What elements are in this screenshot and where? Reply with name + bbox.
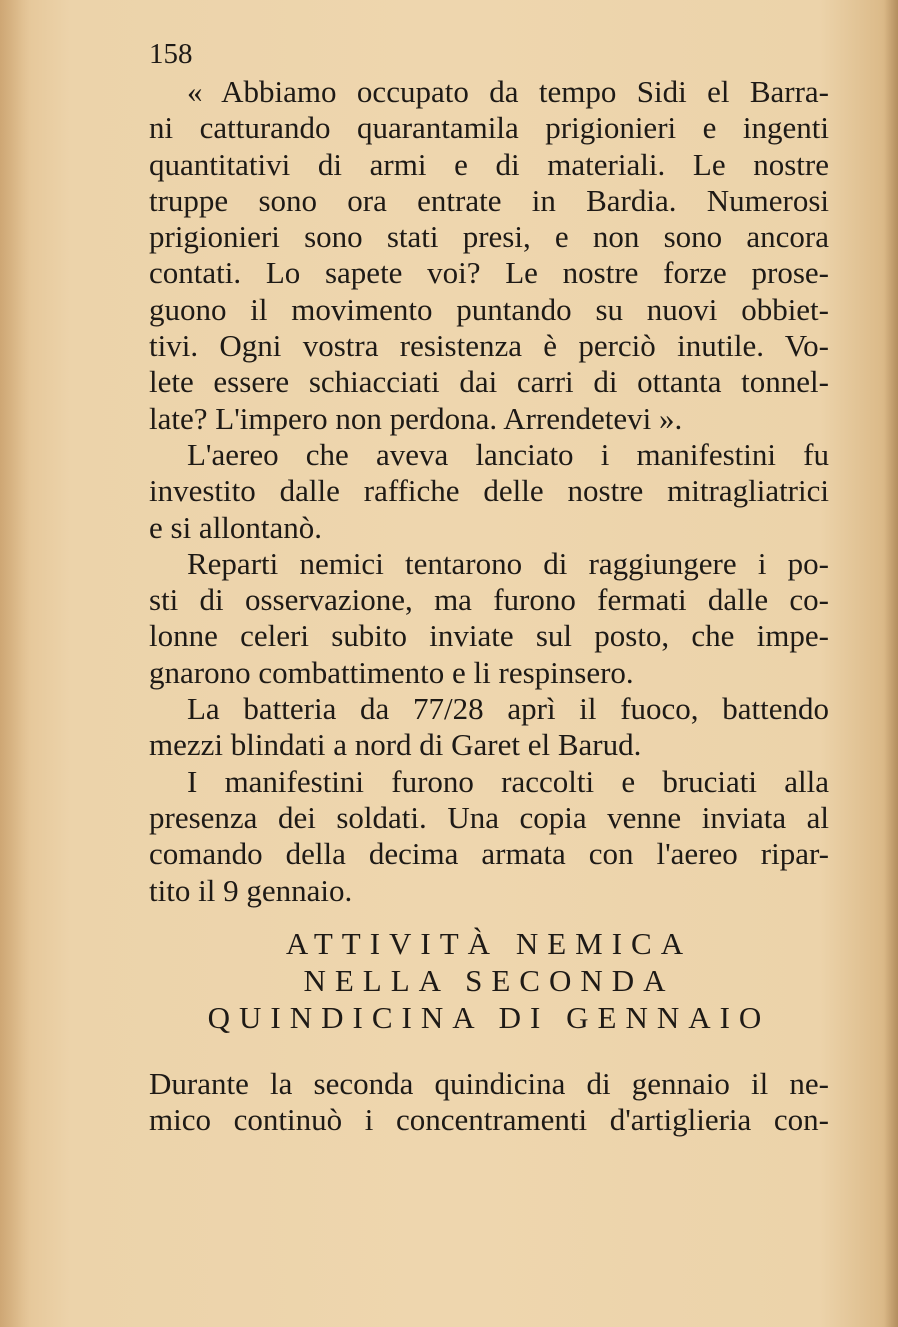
text-line: « Abbiamo occupato da tempo Sidi el Barra- [187,74,829,109]
text-line: ni catturando quarantamila prigionieri e ingenti [149,110,829,146]
section-heading-line-1: ATTIVITÀ NEMICA [285,926,693,961]
text-line: Durante la seconda quindicina di gennaio il ne- [149,1066,829,1101]
body-text-top [149,74,829,909]
text-line: prigionieri sono stati presi, e non sono ancora [149,219,829,255]
text-line: quantitativi di armi e di materiali. Le nostre [149,146,829,182]
text-line: sti di osservazione, ma furono fermati dalle co- [149,582,829,618]
text-line: gnarono combattimento e li respinsero. [149,654,634,690]
page-edge-shadow [884,0,898,1327]
text-line: contati. Lo sapete voi? Le nostre forze prose- [149,255,829,291]
text-line: comando della decima armata con l'aereo ripar- [149,836,829,872]
text-line: I manifestini furono raccolti e bruciati alla [187,763,829,799]
section-heading-line-3: QUINDICINA DI GENNAIO [207,1000,771,1035]
body-text-bottom [149,1066,829,1139]
text-line: tivi. Ogni vostra resistenza è perciò inutile. Vo- [149,328,829,364]
text-line: presenza dei soldati. Una copia venne inviata al [149,799,829,835]
text-line: e si allontanò. [149,509,323,545]
text-line: guono il movimento puntando su nuovi obbiet- [149,291,829,327]
text-line: mezzi blindati a nord di Garet el Barud. [149,727,642,763]
text-line: La batteria da 77/28 aprì il fuoco, battendo [187,691,829,727]
text-line: Reparti nemici tentarono di raggiungere i po- [187,545,829,581]
text-line: truppe sono ora entrate in Bardia. Numerosi [149,182,829,218]
section-heading-line-2: NELLA SECONDA [303,963,675,998]
text-line: lete essere schiacciati dai carri di ottanta tonnel- [149,364,829,400]
text-line: mico continuò i concentramenti d'artiglieria con- [149,1102,829,1138]
text-line: investito dalle raffiche delle nostre mitragliatrici [149,473,829,509]
text-line: tito il 9 gennaio. [149,872,353,908]
text-line: L'aereo che aveva lanciato i manifestini fu [187,436,829,472]
page-gutter-shadow [0,0,30,1327]
text-line: late? L'impero non perdona. Arrendetevi ». [149,400,683,436]
text-line: lonne celeri subito inviate sul posto, che impe- [149,618,829,654]
page-number: 158 [149,38,193,70]
